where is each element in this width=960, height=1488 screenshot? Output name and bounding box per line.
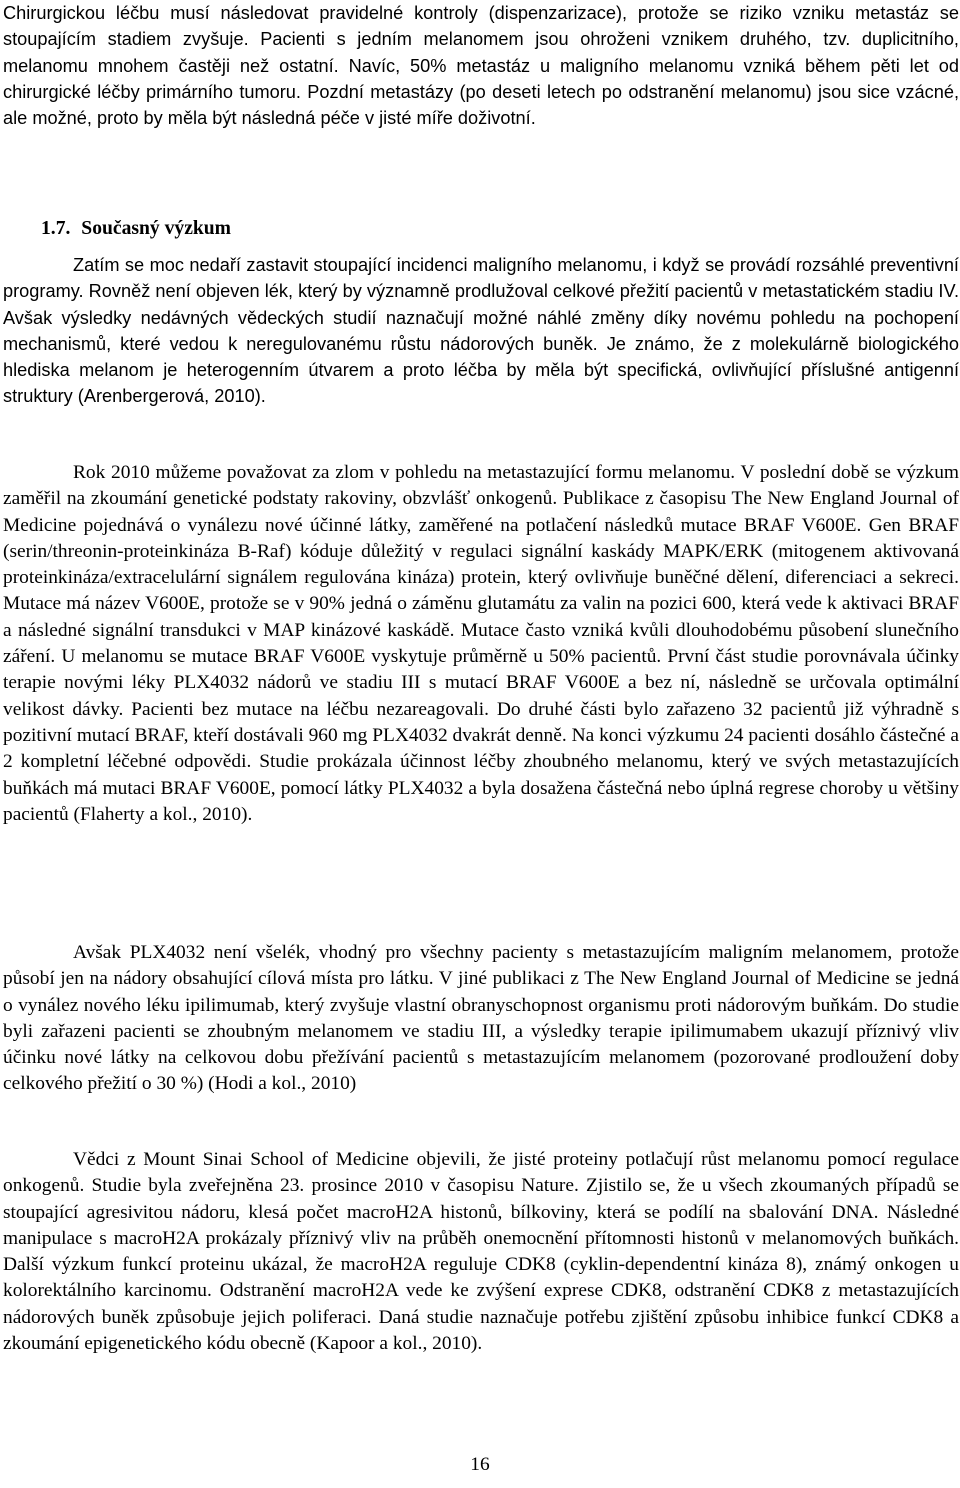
section-heading <box>41 216 231 242</box>
section-title: Současný výzkum <box>81 218 232 239</box>
body-paragraph: Avšak PLX4032 není všelék, vhodný pro všechny pacienty s metastazujícím maligním melanomem, protože působí jen na nádory obsahující cílová místa pro látku. V jiné publikaci z The New England Journal of Medicine se jedná o vynález nového léku ipilimumab, který zvyšuje vlastní obranyschopnost organismu proti nádorovým buňkám. Do studie byli zařazeni pacienti se zhoubným melanomem ve stadiu III, a výsledky terapie ipilimumabem ukazují příznivý vliv účinku nové látky na celkovou dobu přežívání pacientů s metastazujícím melanomem (pozorované prodloužení doby celkového přežití o 30 %) (Hodi a kol., 2010) <box>3 942 959 1095</box>
paragraph-block-3 <box>3 940 959 1098</box>
intro-block <box>3 0 959 131</box>
body-paragraph: Zatím se moc nedaří zastavit stoupající incidenci maligního melanomu, i když se provádí rozsáhlé preventivní programy. Rovněž není objeven lék, který by významně prodlužoval celkové přežití pacientů v metastatickém stadiu IV. Avšak výsledky nedávných vědeckých studií naznačují možné náhlé změny díky novému pohledu na pochopení mechanismů, které vedou k neregulovanému růstu nádorových buněk. Je známo, že z molekulárně biologického hlediska melanom je heterogenním útvarem a proto léčba by měla být specifická, ovlivňující příslušné antigenní struktury (Arenbergerová, 2010). <box>3 255 959 407</box>
paragraph-block-2 <box>3 460 959 828</box>
page-number: 16 <box>470 1454 490 1475</box>
paragraph-block-4 <box>3 1147 959 1357</box>
body-paragraph: Rok 2010 můžeme považovat za zlom v pohledu na metastazující formu melanomu. V poslední době se výzkum zaměřil na zkoumání genetické podstaty rakoviny, obzvlášť onkogenů. Publikace z časopisu The New England Journal of Medicine pojednává o vynálezu nové účinné látky, zaměřené na potlačení následků mutace BRAF V600E. Gen BRAF (serin/threonin-proteinkináza B-Raf) kóduje důležitý v regulaci signální kaskády MAPK/ERK (mitogenem aktivovaná proteinkináza/extracelulární signálem regulována kináza) protein, který ovlivňuje buněčné dělení, diferenciaci a sekreci. Mutace má název V600E, protože se v 90% jedná o záměnu glutamátu za valin na pozici 600, která vede k aktivaci BRAF a následné signální transdukci v MAP kinázové kaskádě. Mutace často vzniká kvůli dlouhodobému působení slunečního záření. U melanomu se mutace BRAF V600E vyskytuje průměrně u 50% pacientů. První část studie porovnávala účinky terapie novými léky PLX4032 nádorů ve stadiu III s mutací BRAF V600E a bez ní, následně se určovala optimální velikost dávky. Pacienti bez mutace na léčbu nezareagovali. Do druhé části bylo zařazeno 32 pacientů již výhradně s pozitivní mutací BRAF, kteří dostávali 960 mg PLX4032 dvakrát denně. Na konci výzkumu 24 pacienti dosáhlo částečné a 2 kompletní léčebné odpovědi. Studie prokázala účinnost léčby zhoubného melanomu, který ve svých metastazujících buňkách má mutaci BRAF V600E, pomocí látky PLX4032 a byla dosažena částečná nebo úplná regrese choroby u většiny pacientů (Flaherty a kol., 2010). <box>3 462 959 825</box>
section-number: 1.7. <box>41 218 71 239</box>
intro-paragraph: Chirurgickou léčbu musí následovat pravidelné kontroly (dispenzarizace), protože se riziko vzniku metastáz se stoupajícím stadiem zvyšuje. Pacienti s jedním melanomem jsou ohroženi vznikem druhého, tzv. duplicitního, melanomu mnohem častěji než ostatní. Navíc, 50% metastáz u maligního melanomu vzniká během pěti let od chirurgické léčby primárního tumoru. Pozdní metastázy (po deseti letech po odstranění melanomu) jsou sice vzácné, ale možné, proto by měla být následná péče v jisté míře doživotní. <box>3 3 959 129</box>
body-paragraph: Vědci z Mount Sinai School of Medicine objevili, že jisté proteiny potlačují růst melanomu pomocí regulace onkogenů. Studie byla zveřejněna 23. prosince 2010 v časopisu Nature. Zjistilo se, že u všech zkoumaných případů se stoupající agresivitou nádoru, klesá počet macroH2A histonů, bílkoviny, která se podílí na sbalování DNA. Následné manipulace s macroH2A prokázaly příznivý vliv na průběh onemocnění přítomnosti histonů v melanomových buňkách. Další výzkum funkcí proteinu ukázal, že macroH2A reguluje CDK8 (cyklin-dependentní kináza 8), známý onkogen u kolorektálního karcinomu. Odstranění macroH2A vede ke zvýšení exprese CDK8, odstranění CDK8 z metastazujících nádorových buněk způsobuje jejich poliferaci. Daná studie naznačuje potřebu zjištění způsobu inhibice funkcí CDK8 a zkoumání epigenetického kódu obecně (Kapoor a kol., 2010). <box>3 1149 959 1355</box>
paragraph-block-1 <box>3 252 959 410</box>
